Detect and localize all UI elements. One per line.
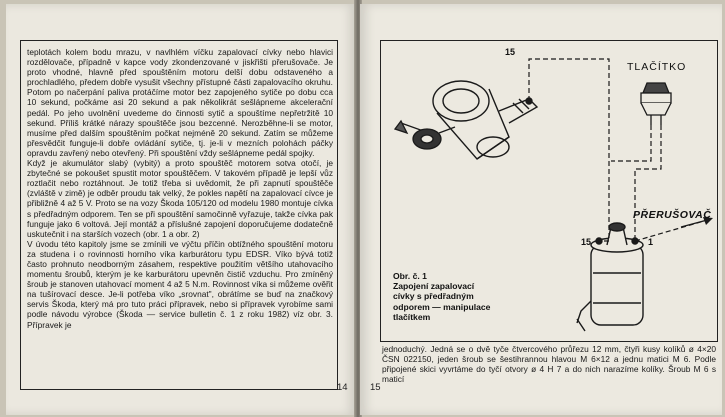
interrupter-label: PŘERUŠOVAČ [633, 209, 712, 221]
left-body-text [27, 47, 333, 330]
left-paragraph-1: teplotách kolem bodu mrazu, v navlhlém víčku zapalovací cívky nebo hlavici rozdělovače, případně v kapce vody zkondenzované v jiskřišti přerušovače. Je proto vhodné, hlavně před spouštěním motoru delší dobu odstaveného a prochladlého, předem dobře vysušit všechny přístupné části zapalovacího okruhu. Potom po načerpání paliva protáčíme motor bez zapojeného sytiče po dobu cca 10 sekund, počkáme asi 20 sekund a pak několikrát sešlápneme akcelerační pedál. Po jeho uvolnění uvedeme do činnosti sytič a spouštíme nepřetržitě 10 sekund. Příliš krátké nárazy spouštěče jsou bezcenné. Nerozběhne-li se motor, musíme před dalším spouštěním počkat nejméně 20 sekund. Zatím se můžeme přesvědčit funguje-li dobře ovládání sytiče, tj. je-li v mezních polohách páčky opravdu zavřený nebo otevřený. Při spouštění vždy sešlápneme pedál spojky. [27, 47, 333, 158]
right-paragraph-1: jednoduchý. Jedná se o dvě tyče čtvercového průřezu 12 mm, čtyři kusy kolíků ø 4×20 ČSN 022150, jeden šroub se šestihrannou hlavou M 6×12 a jednu matici M 6. Podle připojené skici vyvrtáme do tyčí otvory ø 4 H 7 a do nich narazíme kolíky. Šroub M 6 s maticí [382, 344, 716, 385]
right-body-text [382, 344, 716, 384]
left-page [6, 4, 356, 415]
terminal-15-label-coil: 15 [581, 237, 592, 247]
terminal-15-label-top: 15 [505, 47, 516, 57]
left-page-number: 14 [337, 382, 348, 393]
figure-caption [393, 271, 493, 322]
push-button-drawing [641, 83, 671, 125]
right-page-number: 15 [370, 382, 381, 393]
left-text-frame [20, 40, 338, 390]
terminal-1-label-coil: 1 [648, 237, 654, 247]
figure-caption-text: Zapojení zapalovací cívky s předřadným odporem — manipulace tlačítkem [393, 281, 491, 322]
left-paragraph-3: V úvodu této kapitoly jsme se zmínili ve výčtu příčin obtížného spouštění motoru za studena i o rovinnosti horního víka karburátoru typu EDSR. Víko bývá totiž často prohnuto neodborným zásahem, respektive použitím většího utahovacího momentu šroubů, kterým je ke karburátoru upevněn čistič vzduchu. Pro zmíněný šroub je stanoven utahovací moment 4 až 5 N.m. Rovinnost víka si můžeme ověřit na tušírovací desce. Je-li potřeba víko „srovnat", obrátíme se buď na značkový servis Škoda, který má pro tuto práci přípravek, nebo si přípravek vyrobíme sami podle návodu výrobce (Škoda — service bulletin č. 1 z roku 1982) víz obr. 3. Přípravek je [27, 238, 333, 330]
key-icon [395, 121, 455, 149]
figure-frame [380, 40, 718, 342]
push-button-label: TLAČÍTKO [627, 61, 687, 73]
right-page [360, 4, 722, 415]
left-paragraph-2: Když je akumulátor slabý (vybitý) a proto spouštěč motorem sotva otočí, je zbytečné se pokoušet spustit motor spouštěčem. V takovém případě je lepší vůz roztlačit nebo roztáhnout. Je totiž třeba si uvědomit, že při zapnutí spouštěče (zvláště v zimě) je odběr proudu tak velký, že pokles napětí na zapalovací cívce je přibližně 4 až 5 V. Proto se na vozy Škoda 105/120 od modelu 1980 montuje cívka s předřadným odporem. Ten se při spouštění samočinně vyřazuje, takže cívka pak funguje jako 6 voltová. Její montáž a příslušné zapojení doporučujeme dodatečně uskutečnit i na starších vozech (obr. 1 a obr. 2) [27, 158, 333, 239]
ignition-switch-drawing [433, 81, 537, 159]
figure-caption-title: Obr. č. 1 [393, 271, 427, 281]
